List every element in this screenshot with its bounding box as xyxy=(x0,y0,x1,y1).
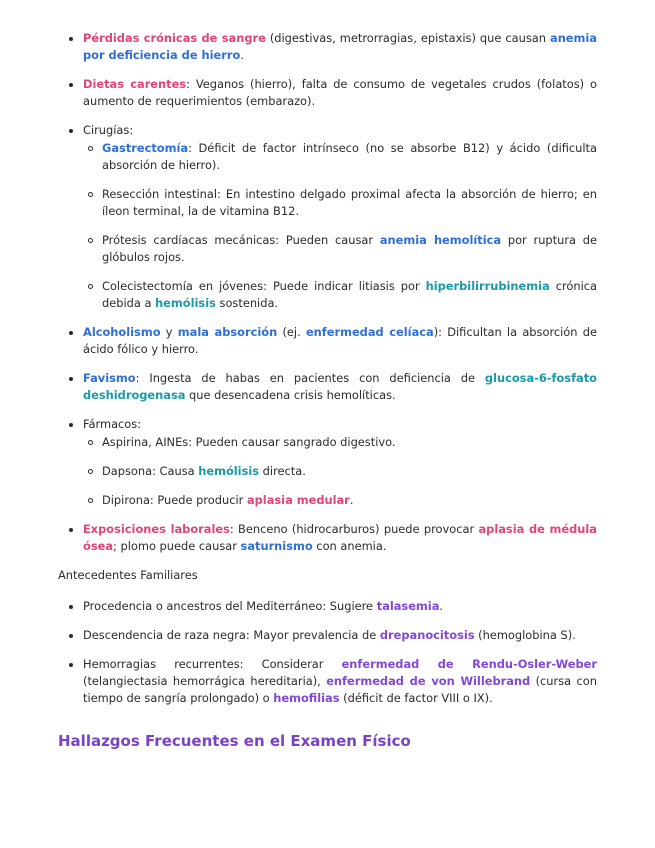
highlighted-term: enfermedad de Rendu-Osler-Weber xyxy=(341,657,597,671)
highlighted-term: Favismo xyxy=(83,371,136,385)
text-span: (digestivas, metrorragias, epistaxis) que causan xyxy=(265,31,551,45)
sub-list-item xyxy=(83,463,597,480)
text-span: . xyxy=(349,493,354,507)
sub-list-item xyxy=(83,140,597,174)
text-span: directa. xyxy=(259,464,306,478)
text-span: Prótesis cardíacas mecánicas: Pueden causar xyxy=(102,233,380,247)
highlighted-term: Exposiciones laborales xyxy=(83,522,230,536)
highlighted-term: saturnismo xyxy=(240,539,313,553)
sub-list-item xyxy=(83,186,597,220)
list-item-cirugias xyxy=(58,122,597,312)
text-span: Resección intestinal: En intestino delgado proximal afecta la absorción de hierro; en íleon terminal, la de vitamina B12. xyxy=(102,187,597,218)
list-item xyxy=(58,598,597,615)
text-span: y xyxy=(160,325,178,339)
highlighted-term: hemólisis xyxy=(155,296,216,310)
text-span: . xyxy=(240,48,244,62)
highlighted-term: anemia hemolítica xyxy=(379,233,502,247)
section-heading: Hallazgos Frecuentes en el Examen Físico xyxy=(58,732,411,750)
highlighted-term: Dietas carentes xyxy=(83,77,187,91)
text-span: Dapsona: Causa xyxy=(102,464,199,478)
text-span: . xyxy=(439,599,443,613)
list-item-farmacos xyxy=(58,416,597,509)
farmacos-label: Fármacos: xyxy=(83,417,142,431)
antecedentes-familiares-list xyxy=(58,598,597,707)
cirugias-label: Cirugías: xyxy=(83,123,134,137)
text-span: ): Dificultan la absorción de ácido fólico y hierro. xyxy=(83,325,597,356)
highlighted-term: aplasia de médula ósea xyxy=(83,522,597,553)
list-item xyxy=(58,627,597,644)
cirugias-sublist xyxy=(83,140,597,312)
text-span: que desencadena crisis hemolíticas. xyxy=(185,388,396,402)
highlighted-term: enfermedad de von Willebrand xyxy=(326,674,531,688)
text-span: con anemia. xyxy=(312,539,387,553)
antecedentes-personales-list xyxy=(58,30,597,555)
highlighted-term: Alcoholismo xyxy=(83,325,161,339)
highlighted-term: anemia por deficiencia de hierro xyxy=(83,31,597,62)
highlighted-term: talasemia xyxy=(376,599,440,613)
sub-list-item xyxy=(83,434,597,451)
text-span: sostenida. xyxy=(215,296,279,310)
text-span: : Ingesta de habas en pacientes con deficiencia de xyxy=(135,371,485,385)
text-span: Dipirona: Puede producir xyxy=(102,493,247,507)
highlighted-term: hiperbilirrubinemia xyxy=(425,279,550,293)
text-span: Descendencia de raza negra: Mayor prevalencia de xyxy=(83,628,380,642)
sub-list-item xyxy=(83,232,597,266)
text-span: (déficit de factor VIII o IX). xyxy=(339,691,493,705)
text-span: (telangiectasia hemorrágica hereditaria), xyxy=(83,674,327,688)
text-span: (cursa con tiempo de sangría prolongado) o xyxy=(83,674,597,705)
highlighted-term: aplasia medular xyxy=(246,493,350,507)
text-span: (ej. xyxy=(277,325,306,339)
highlighted-term: enfermedad celíaca xyxy=(305,325,434,339)
text-span: : Déficit de factor intrínseco (no se absorbe B12) y ácido (dificulta absorción de hierro). xyxy=(102,141,597,172)
text-span: (hemoglobina S). xyxy=(474,628,576,642)
sub-list-item xyxy=(83,492,597,509)
familiares-section-title: Antecedentes Familiares xyxy=(58,568,198,582)
text-span: Hemorragias recurrentes: Considerar xyxy=(83,657,342,671)
highlighted-term: glucosa-6-fosfato deshidrogenasa xyxy=(83,371,597,402)
list-item xyxy=(58,656,597,707)
highlighted-term: Gastrectomía xyxy=(102,141,189,155)
sub-list-item xyxy=(83,278,597,312)
list-item xyxy=(58,76,597,110)
text-span: : Veganos (hierro), falta de consumo de vegetales crudos (folatos) o aumento de requerimientos (embarazo). xyxy=(83,77,597,108)
text-span: : Benceno (hidrocarburos) puede provocar xyxy=(229,522,479,536)
text-span: Aspirina, AINEs: Pueden causar sangrado digestivo. xyxy=(102,435,396,449)
highlighted-term: hemofilias xyxy=(273,691,340,705)
text-span: Procedencia o ancestros del Mediterráneo: Sugiere xyxy=(83,599,377,613)
list-item xyxy=(58,370,597,404)
highlighted-term: hemólisis xyxy=(198,464,260,478)
list-item xyxy=(58,30,597,64)
text-span: ; plomo puede causar xyxy=(113,539,241,553)
text-span: Colecistectomía en jóvenes: Puede indicar litiasis por xyxy=(102,279,426,293)
text-span: crónica debida a xyxy=(102,279,597,310)
farmacos-sublist xyxy=(83,434,597,509)
highlighted-term: drepanocitosis xyxy=(379,628,475,642)
highlighted-term: mala absorción xyxy=(177,325,278,339)
list-item xyxy=(58,324,597,358)
list-item xyxy=(58,521,597,555)
highlighted-term: Pérdidas crónicas de sangre xyxy=(83,31,266,45)
text-span: por ruptura de glóbulos rojos. xyxy=(102,233,598,264)
